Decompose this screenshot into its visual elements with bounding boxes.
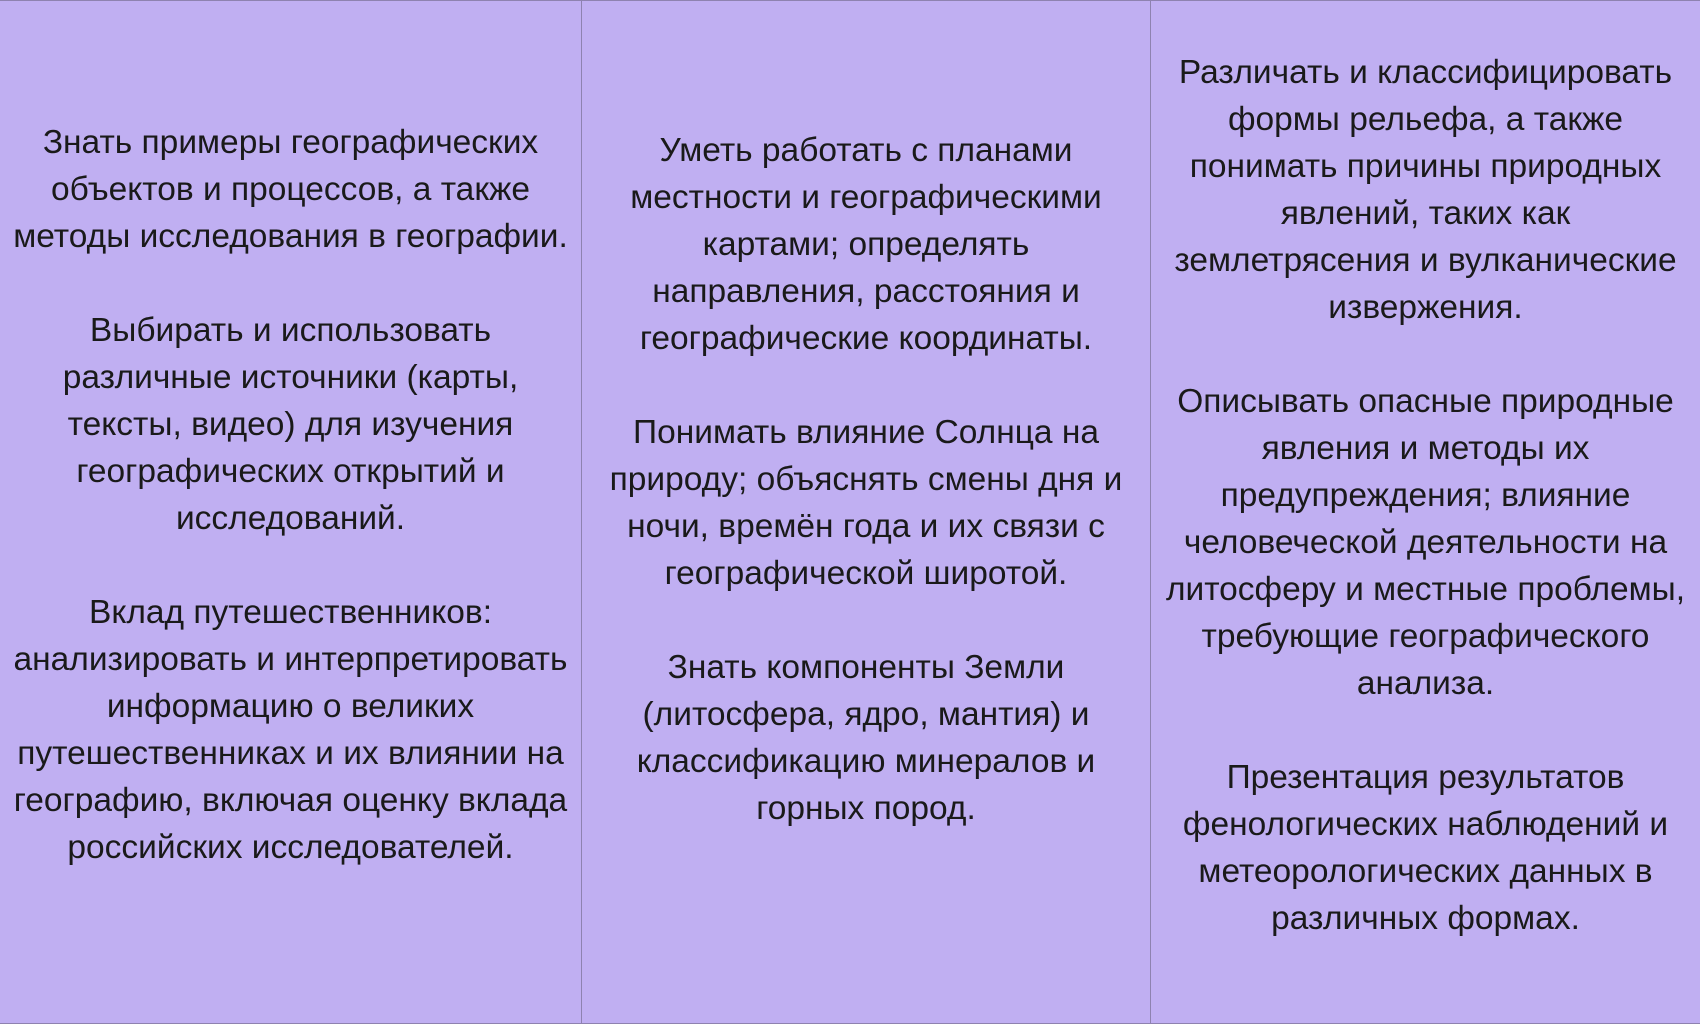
paragraph-hazards: Описывать опасные природные явления и методы их предупреждения; влияние человеческой деятельности на литосферу и местные проблемы, требующие географического анализа.: [1165, 382, 1686, 702]
paragraph-earth-components: Знать компоненты Земли (литосфера, ядро, мантия) и классификацию минералов и горных пород.: [636, 648, 1096, 827]
paragraph-maps: Уметь работать с планами местности и географическими картами; определять направления, расстояния и географические координаты.: [630, 131, 1102, 357]
paragraph-sources: Выбирать и использовать различные источники (карты, тексты, видео) для изучения географических открытий и исследований.: [62, 312, 519, 537]
paragraph-sun-influence: Понимать влияние Солнца на природу; объяснять смены дня и ночи, времён года и их связи с географической широтой.: [609, 413, 1123, 592]
column-1-text: [10, 119, 571, 871]
paragraph-travelers: Вклад путешественников: анализировать и интерпретировать информацию о великих путешественниках и их влиянии на географию, включая оценку вклада российских исследователей.: [13, 594, 568, 866]
column-3: [1150, 1, 1700, 1023]
column-2: [581, 1, 1150, 1023]
column-3-text: [1161, 49, 1690, 942]
column-1: [0, 1, 581, 1023]
paragraph-presentation: Презентация результатов фенологических наблюдений и метеорологических данных в различных формах.: [1182, 758, 1669, 937]
paragraph-geo-objects: Знать примеры географических объектов и процессов, а также методы исследования в географии.: [13, 124, 568, 255]
paragraph-relief: Различать и классифицировать формы рельефа, а также понимать причины природных явлений, таких как землетрясения и вулканические извержения.: [1174, 53, 1677, 326]
column-2-text: [592, 127, 1140, 832]
